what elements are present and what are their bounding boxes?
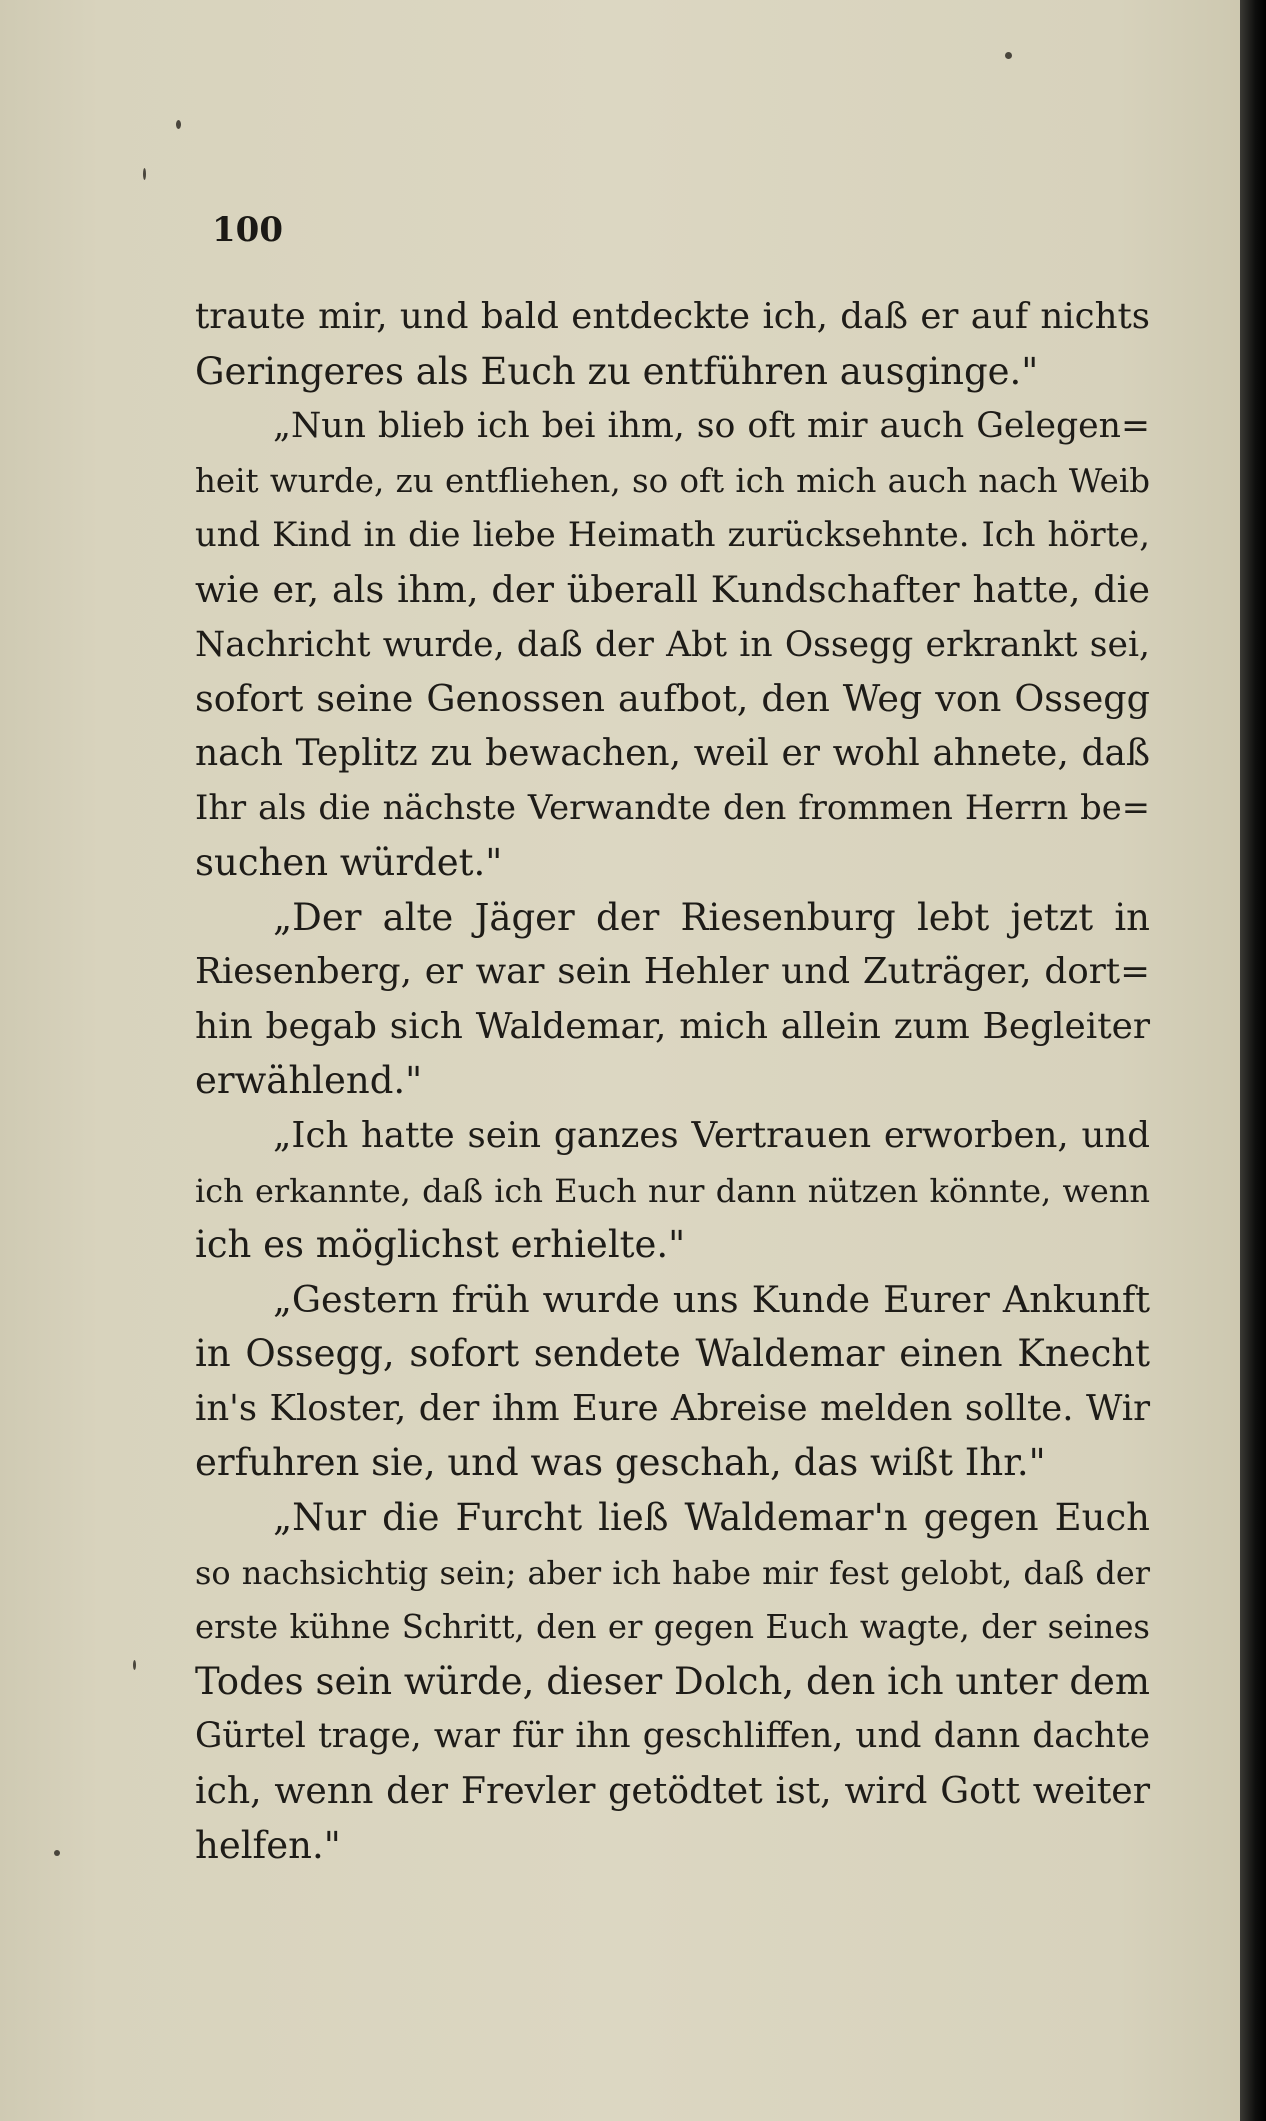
- paper-speck: [133, 1660, 136, 1670]
- text-line: „Nur die Furcht ließ Waldemar'n gegen Euch: [273, 1496, 1150, 1540]
- paragraph: [195, 1491, 1150, 1873]
- text-line: und Kind in die liebe Heimath zurücksehnte. Ich hörte,: [195, 515, 1150, 555]
- page-number: 100: [212, 210, 283, 250]
- text-line: in's Kloster, der ihm Eure Abreise melden sollte. Wir: [195, 1387, 1150, 1429]
- text-line: so nachsichtig sein; aber ich habe mir fest gelobt, daß der: [195, 1553, 1150, 1592]
- page-body: [195, 290, 1150, 1873]
- text-line: heit wurde, zu entfliehen, so oft ich mich auch nach Weib: [195, 461, 1150, 500]
- text-line: hin begab sich Waldemar, mich allein zum Begleiter: [195, 1005, 1150, 1047]
- paragraph: [195, 1273, 1150, 1491]
- text-line: „Der alte Jäger der Riesenburg lebt jetzt in: [273, 895, 1150, 939]
- text-line: ich, wenn der Frevler getödtet ist, wird Gott weiter: [195, 1769, 1150, 1813]
- text-line: Geringeres als Euch zu entführen ausginge.": [195, 349, 1039, 393]
- text-line: suchen würdet.": [195, 840, 503, 884]
- paragraph: [195, 290, 1150, 399]
- text-line: erste kühne Schritt, den er gegen Euch wagte, der seines: [195, 1608, 1150, 1647]
- paper-speck: [54, 1850, 60, 1856]
- paper-speck: [1005, 52, 1012, 59]
- text-line: „Gestern früh wurde uns Kunde Eurer Ankunft: [273, 1277, 1150, 1321]
- text-line: ich es möglichst erhielte.": [195, 1223, 686, 1267]
- text-line: „Nun blieb ich bei ihm, so oft mir auch Gelegen=: [273, 406, 1150, 447]
- text-line: Todes sein würde, dieser Dolch, den ich unter dem: [195, 1659, 1150, 1703]
- text-line: wie er, als ihm, der überall Kundschafter hatte, die: [195, 567, 1150, 611]
- paragraph: [195, 1109, 1150, 1273]
- text-line: sofort seine Genossen aufbot, den Weg von Ossegg: [195, 677, 1150, 721]
- text-line: in Ossegg, sofort sendete Waldemar einen Knecht: [195, 1332, 1150, 1376]
- paper-speck: [143, 168, 146, 180]
- text-line: Gürtel trage, war für ihn geschliffen, und dann dachte: [195, 1716, 1150, 1757]
- text-line: nach Teplitz zu bewachen, weil er wohl ahnete, daß: [195, 732, 1150, 774]
- paragraph: [195, 399, 1150, 890]
- paragraph: [195, 891, 1150, 1109]
- text-line: ich erkannte, daß ich Euch nur dann nützen könnte, wenn: [195, 1171, 1150, 1210]
- book-gutter: [1240, 0, 1266, 2121]
- paper-speck: [176, 120, 181, 129]
- text-line: Riesenberg, er war sein Hehler und Zuträger, dort=: [195, 951, 1150, 993]
- text-line: helfen.": [195, 1823, 341, 1867]
- text-line: Nachricht wurde, daß der Abt in Ossegg erkrankt sei,: [195, 624, 1150, 665]
- text-line: erwählend.": [195, 1059, 423, 1103]
- text-line: traute mir, und bald entdeckte ich, daß er auf nichts: [195, 296, 1150, 337]
- text-line: erfuhren sie, und was geschah, das wißt Ihr.": [195, 1441, 1046, 1485]
- text-line: Ihr als die nächste Verwandte den frommen Herrn be=: [195, 788, 1150, 828]
- text-line: „Ich hatte sein ganzes Vertrauen erworben, und: [273, 1114, 1150, 1156]
